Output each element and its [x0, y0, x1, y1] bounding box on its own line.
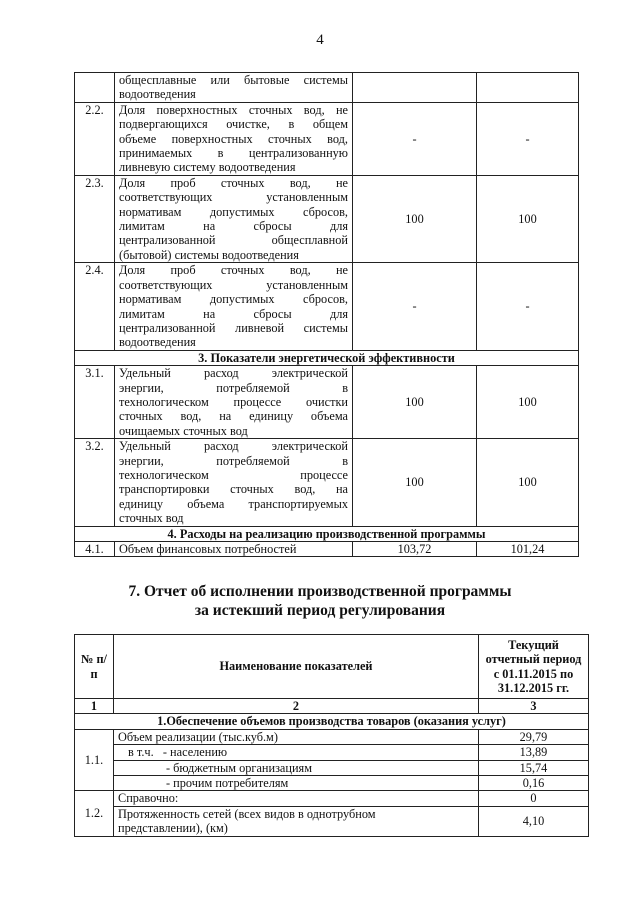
- description-line: энергии, потребляемой в: [119, 453, 348, 468]
- column-header-period: [479, 635, 589, 699]
- indicator-description: [115, 175, 353, 262]
- description-line: объеме поверхностных сточных вод,: [119, 131, 348, 146]
- section-1-title: 1.Обеспечение объемов производства товаров (оказания услуг): [75, 714, 589, 729]
- table-row: [75, 760, 589, 775]
- table-row: [75, 366, 579, 439]
- indicator-value-plan: 103,72: [353, 542, 477, 557]
- indicator-value-fact: 101,24: [477, 542, 579, 557]
- indicator-value-fact: 100: [477, 366, 579, 439]
- report-table: [74, 634, 589, 837]
- period-header-line: Текущий: [508, 637, 559, 652]
- indicator-value-fact: 100: [477, 439, 579, 526]
- description-line: Доля проб сточных вод, не: [119, 175, 348, 190]
- section-row: [75, 526, 579, 541]
- description-line: сточных вод, на единицу объема: [119, 409, 348, 424]
- description-line: принимаемых в централизованную: [119, 146, 348, 161]
- indicator-label: Объем реализации (тыс.куб.м): [114, 729, 479, 744]
- section-3-title: 3. Показатели энергетической эффективности: [75, 350, 579, 365]
- indicator-value-plan: -: [353, 263, 477, 350]
- description-line: единицу объема транспортируемых: [119, 496, 348, 511]
- indicator-description: [115, 263, 353, 350]
- indicator-value-fact: -: [477, 263, 579, 350]
- indicator-value-fact: -: [477, 102, 579, 175]
- indicator-label: Справочно:: [114, 791, 479, 806]
- indicator-value: 0,16: [479, 776, 589, 791]
- indicators-table-body: [75, 73, 579, 557]
- row-number: 3.1.: [75, 366, 115, 439]
- section-row: [75, 350, 579, 365]
- description-line: очищаемых сточных вод: [119, 423, 248, 438]
- indicator-description: [115, 102, 353, 175]
- indicator-value: 0: [479, 791, 589, 806]
- column-number-row: [75, 699, 589, 714]
- table-row: [75, 729, 589, 744]
- page-number: 4: [316, 32, 324, 48]
- description-line: Доля поверхностных сточных вод, не: [119, 102, 348, 117]
- section-7-heading-line: 7. Отчет об исполнении производственной программы: [128, 583, 512, 600]
- indicators-table: [74, 72, 579, 557]
- description-line: соответствующих установленным: [119, 277, 348, 292]
- description-line: централизованной общесплавной: [119, 233, 348, 248]
- table-row: [75, 791, 589, 806]
- indicator-description: Объем финансовых потребностей: [115, 542, 353, 557]
- row-number: 2.2.: [75, 102, 115, 175]
- indicator-value-plan: [353, 73, 477, 103]
- description-line: Доля проб сточных вод, не: [119, 263, 348, 278]
- description-line: соответствующих установленным: [119, 190, 348, 205]
- period-header-line: 31.12.2015 гг.: [497, 680, 570, 695]
- indicator-value-plan: -: [353, 102, 477, 175]
- description-line: технологическом процессе очистки: [119, 394, 348, 409]
- table-row: [75, 73, 579, 103]
- table-row: [75, 745, 589, 760]
- table-row: [75, 263, 579, 350]
- indicator-label: - прочим потребителям: [114, 776, 479, 791]
- indicator-value: 13,89: [479, 745, 589, 760]
- description-line: транспортировки сточных вод, на: [119, 482, 348, 497]
- description-line: сточных вод: [119, 511, 184, 526]
- table-row: [75, 102, 579, 175]
- indicator-value: 15,74: [479, 760, 589, 775]
- column-number: 2: [114, 699, 479, 714]
- description-line: (бытовой) системы водоотведения: [119, 247, 299, 262]
- description-line: водоотведения: [119, 335, 196, 350]
- description-line: нормативам допустимых сбросов,: [119, 204, 348, 219]
- section-7-heading: [0, 582, 640, 620]
- report-table-header-row: [75, 635, 589, 699]
- indicator-value-fact: [477, 73, 579, 103]
- description-line: ливневую систему водоотведения: [119, 160, 296, 175]
- indicator-value-plan: 100: [353, 366, 477, 439]
- column-number: 1: [75, 699, 114, 714]
- description-line: общесплавные или бытовые системы: [119, 73, 348, 87]
- table-row: [75, 175, 579, 262]
- indicator-value: 4,10: [479, 806, 589, 836]
- table-row: [75, 542, 579, 557]
- column-header-name: Наименование показателей: [114, 635, 479, 699]
- description-line: лимитам на сбросы для: [119, 219, 348, 234]
- indicator-value: 29,79: [479, 729, 589, 744]
- description-line: нормативам допустимых сбросов,: [119, 292, 348, 307]
- description-line: технологическом процессе: [119, 467, 348, 482]
- table-row: [75, 776, 589, 791]
- description-line: Удельный расход электрической: [119, 439, 348, 454]
- row-number: 1.1.: [75, 729, 114, 791]
- period-header-line: с 01.11.2015 по: [493, 666, 574, 681]
- section-row: [75, 714, 589, 729]
- row-number: [75, 73, 115, 103]
- indicator-description: [115, 439, 353, 526]
- indicator-label: - бюджетным организациям: [114, 760, 479, 775]
- description-line: энергии, потребляемой в: [119, 380, 348, 395]
- indicator-description: [115, 73, 353, 103]
- row-number: 1.2.: [75, 791, 114, 836]
- table-row: [75, 806, 589, 836]
- period-header-line: отчетный период: [485, 652, 582, 667]
- indicator-description: [115, 366, 353, 439]
- row-number: 4.1.: [75, 542, 115, 557]
- row-number: 2.3.: [75, 175, 115, 262]
- description-line: централизованной ливневой системы: [119, 320, 348, 335]
- indicator-value-fact: 100: [477, 175, 579, 262]
- section-7-heading-line: за истекший период регулирования: [194, 602, 446, 619]
- table-row: [75, 439, 579, 526]
- indicator-value-plan: 100: [353, 439, 477, 526]
- row-number: 2.4.: [75, 263, 115, 350]
- indicator-label: в т.ч. - населению: [114, 745, 479, 760]
- column-header-num: № п/п: [75, 635, 114, 699]
- description-line: водоотведения: [119, 87, 196, 102]
- row-number: 3.2.: [75, 439, 115, 526]
- indicator-value-plan: 100: [353, 175, 477, 262]
- section-4-title: 4. Расходы на реализацию производственной программы: [75, 526, 579, 541]
- column-number: 3: [479, 699, 589, 714]
- description-line: подвергающихся очистке, в общем: [119, 117, 348, 132]
- indicator-label: Протяженность сетей (всех видов в однотрубном представлении), (км): [114, 806, 479, 836]
- description-line: Удельный расход электрической: [119, 366, 348, 381]
- description-line: лимитам на сбросы для: [119, 306, 348, 321]
